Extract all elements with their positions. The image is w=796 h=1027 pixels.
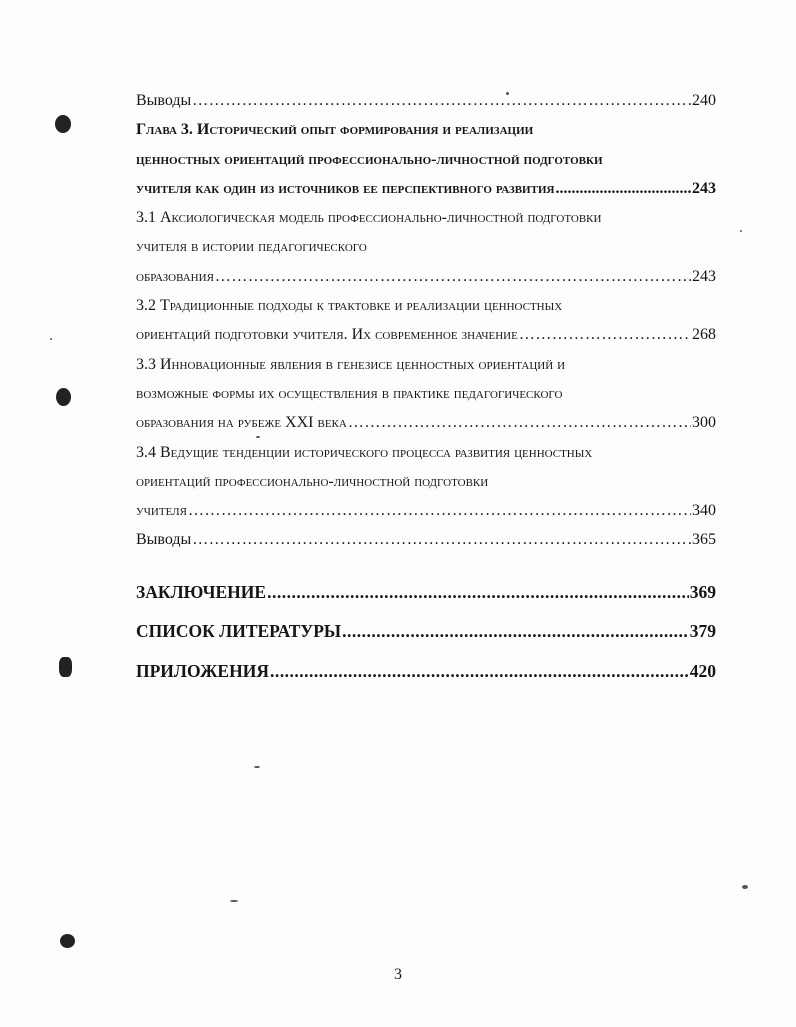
- toc-major-title: СПИСОК ЛИТЕРАТУРЫ: [136, 621, 342, 642]
- toc-major-bibliography: [136, 612, 716, 652]
- dot-leader: [348, 408, 691, 437]
- toc-entry-page: 365: [692, 531, 716, 549]
- toc-entry-page: 300: [692, 414, 716, 432]
- toc-major-appendices: [136, 652, 716, 692]
- table-of-contents: [136, 86, 716, 691]
- toc-section: [136, 350, 716, 379]
- dot-leader: [215, 262, 691, 291]
- toc-entry-title: учителя: [136, 502, 187, 520]
- toc-entry-title: Глава 3. Исторический опыт формирования и реализации: [136, 121, 534, 139]
- toc-entry-title: Выводы: [136, 92, 192, 109]
- toc-entry-title: 3.2 Традиционные подходы к трактовке и реализации ценностных: [136, 297, 563, 315]
- toc-entry-title: 3.4 Ведущие тенденции исторического процесса развития ценностных: [136, 443, 593, 461]
- toc-chapter-heading: [136, 174, 716, 203]
- toc-major-page: 379: [689, 621, 716, 642]
- toc-entry: [136, 525, 716, 554]
- toc-entry-title: образования на рубеже XXI века: [136, 414, 347, 432]
- toc-major-title: ЗАКЛЮЧЕНИЕ: [136, 581, 267, 602]
- toc-entry-page: 240: [692, 92, 716, 109]
- toc-entry-title: учителя в истории педагогического: [136, 238, 367, 256]
- toc-section: [136, 232, 716, 261]
- toc-entry-title: ориентаций профессионально-личностной подготовки: [136, 472, 489, 490]
- toc-entry-title: ориентаций подготовки учителя. Их современное значение: [136, 326, 518, 344]
- toc-section: [136, 203, 716, 232]
- scan-speck: [256, 436, 260, 438]
- toc-section: [136, 467, 716, 496]
- ink-blot: [59, 657, 72, 677]
- toc-entry-title: учителя как один из источников ее перспективного развития: [136, 179, 555, 197]
- ink-blot: [56, 388, 71, 406]
- scan-speck: [230, 900, 238, 902]
- dot-leader: [188, 496, 691, 525]
- toc-section: [136, 408, 716, 437]
- toc-section: [136, 379, 716, 408]
- toc-major-conclusion: [136, 573, 716, 613]
- toc-chapter-heading: [136, 145, 716, 174]
- dot-leader: [270, 652, 689, 692]
- toc-entry-title: возможные формы их осуществления в практике педагогического: [136, 384, 563, 402]
- toc-entry-title: Выводы: [136, 531, 192, 549]
- toc-major-title: ПРИЛОЖЕНИЯ: [136, 660, 269, 681]
- toc-entry-title: образования: [136, 267, 214, 285]
- toc-entry-title: ценностных ориентаций профессионально-личностной подготовки: [136, 150, 603, 168]
- toc-section: [136, 262, 716, 291]
- toc-major-page: 420: [689, 660, 716, 681]
- dot-leader: [519, 320, 691, 349]
- toc-entry-title: 3.1 Аксиологическая модель профессионально-личностной подготовки: [136, 209, 602, 227]
- toc-entry-title: 3.3 Инновационные явления в генезисе ценностных ориентаций и: [136, 355, 566, 373]
- scan-speck: [254, 766, 260, 768]
- toc-section: [136, 496, 716, 525]
- dot-leader: [192, 86, 691, 115]
- ink-blot: [60, 934, 75, 948]
- toc-entry: [136, 86, 716, 115]
- toc-entry-page: 340: [692, 502, 716, 520]
- scan-speck: [740, 230, 742, 232]
- toc-section: [136, 438, 716, 467]
- toc-major-page: 369: [689, 581, 716, 602]
- scan-speck: [506, 92, 509, 95]
- toc-section: [136, 291, 716, 320]
- toc-entry-page: 243: [692, 267, 716, 285]
- dot-leader: [555, 174, 691, 203]
- ink-blot: [55, 115, 71, 133]
- dot-leader: [342, 612, 689, 652]
- toc-entry-page: 268: [692, 326, 716, 344]
- page-number: 3: [394, 966, 402, 983]
- scan-speck: [742, 885, 748, 889]
- toc-chapter-heading: [136, 115, 716, 144]
- dot-leader: [192, 525, 691, 554]
- toc-entry-page: 243: [692, 179, 716, 197]
- dot-leader: [267, 573, 689, 613]
- scan-speck: [50, 338, 52, 340]
- toc-section: [136, 320, 716, 349]
